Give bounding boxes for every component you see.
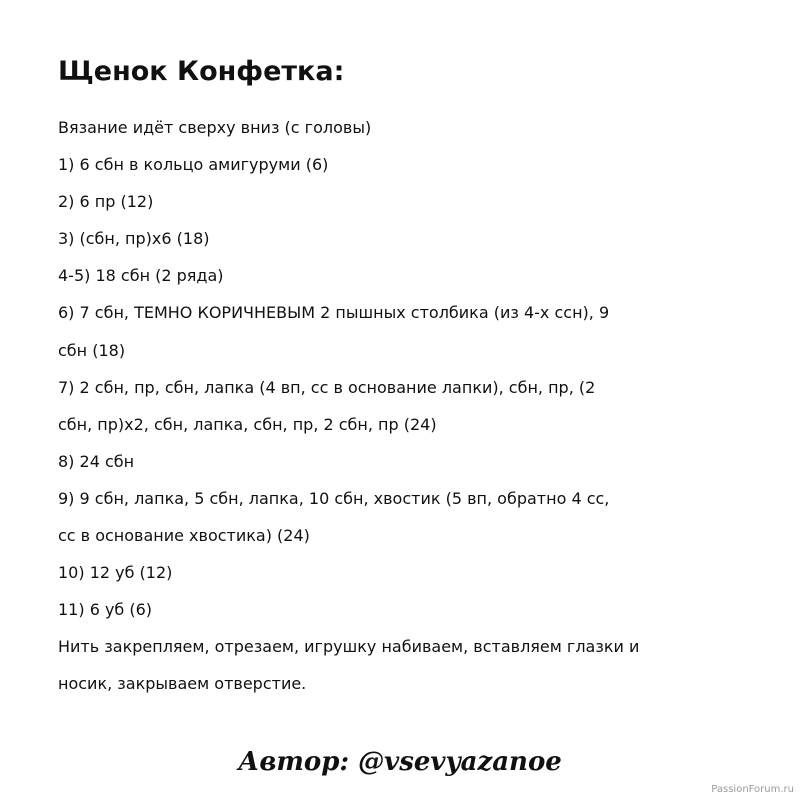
row-11-line: 11) 6 уб (6) bbox=[58, 600, 153, 620]
finishing-line: Нить закрепляем, отрезаем, игрушку набиваем, вставляем глазки и bbox=[58, 637, 640, 657]
site-watermark: PassionForum.ru bbox=[711, 784, 794, 795]
row-6-continuation-line: сбн (18) bbox=[58, 340, 126, 360]
page-title: Щенок Конфетка: bbox=[58, 56, 345, 87]
row-4-5-line: 4-5) 18 сбн (2 ряда) bbox=[58, 266, 224, 286]
row-2-line: 2) 6 пр (12) bbox=[58, 192, 154, 212]
author-signature: Автор: @vsevyazanoe bbox=[238, 747, 562, 777]
row-8-line: 8) 24 сбн bbox=[58, 451, 135, 471]
row-9-continuation-line: сс в основание хвостика) (24) bbox=[58, 526, 310, 546]
row-7-line: 7) 2 сбн, пр, сбн, лапка (4 вп, сс в основание лапки), сбн, пр, (2 bbox=[58, 377, 596, 397]
row-3-line: 3) (сбн, пр)х6 (18) bbox=[58, 229, 210, 249]
row-10-line: 10) 12 уб (12) bbox=[58, 563, 173, 583]
intro-line: Вязание идёт сверху вниз (с головы) bbox=[58, 118, 372, 137]
instruction-lines bbox=[58, 109, 748, 703]
row-9-line: 9) 9 сбн, лапка, 5 сбн, лапка, 10 сбн, хвостик (5 вп, обратно 4 сс, bbox=[58, 488, 610, 508]
finishing-continuation-line: носик, закрываем отверстие. bbox=[58, 674, 307, 694]
row-7-continuation-line: сбн, пр)х2, сбн, лапка, сбн, пр, 2 сбн, пр (24) bbox=[58, 414, 437, 434]
row-6-line: 6) 7 сбн, ТЕМНО КОРИЧНЕВЫМ 2 пышных столбика (из 4-х ссн), 9 bbox=[58, 303, 610, 323]
row-1-line: 1) 6 сбн в кольцо амигуруми (6) bbox=[58, 155, 329, 175]
